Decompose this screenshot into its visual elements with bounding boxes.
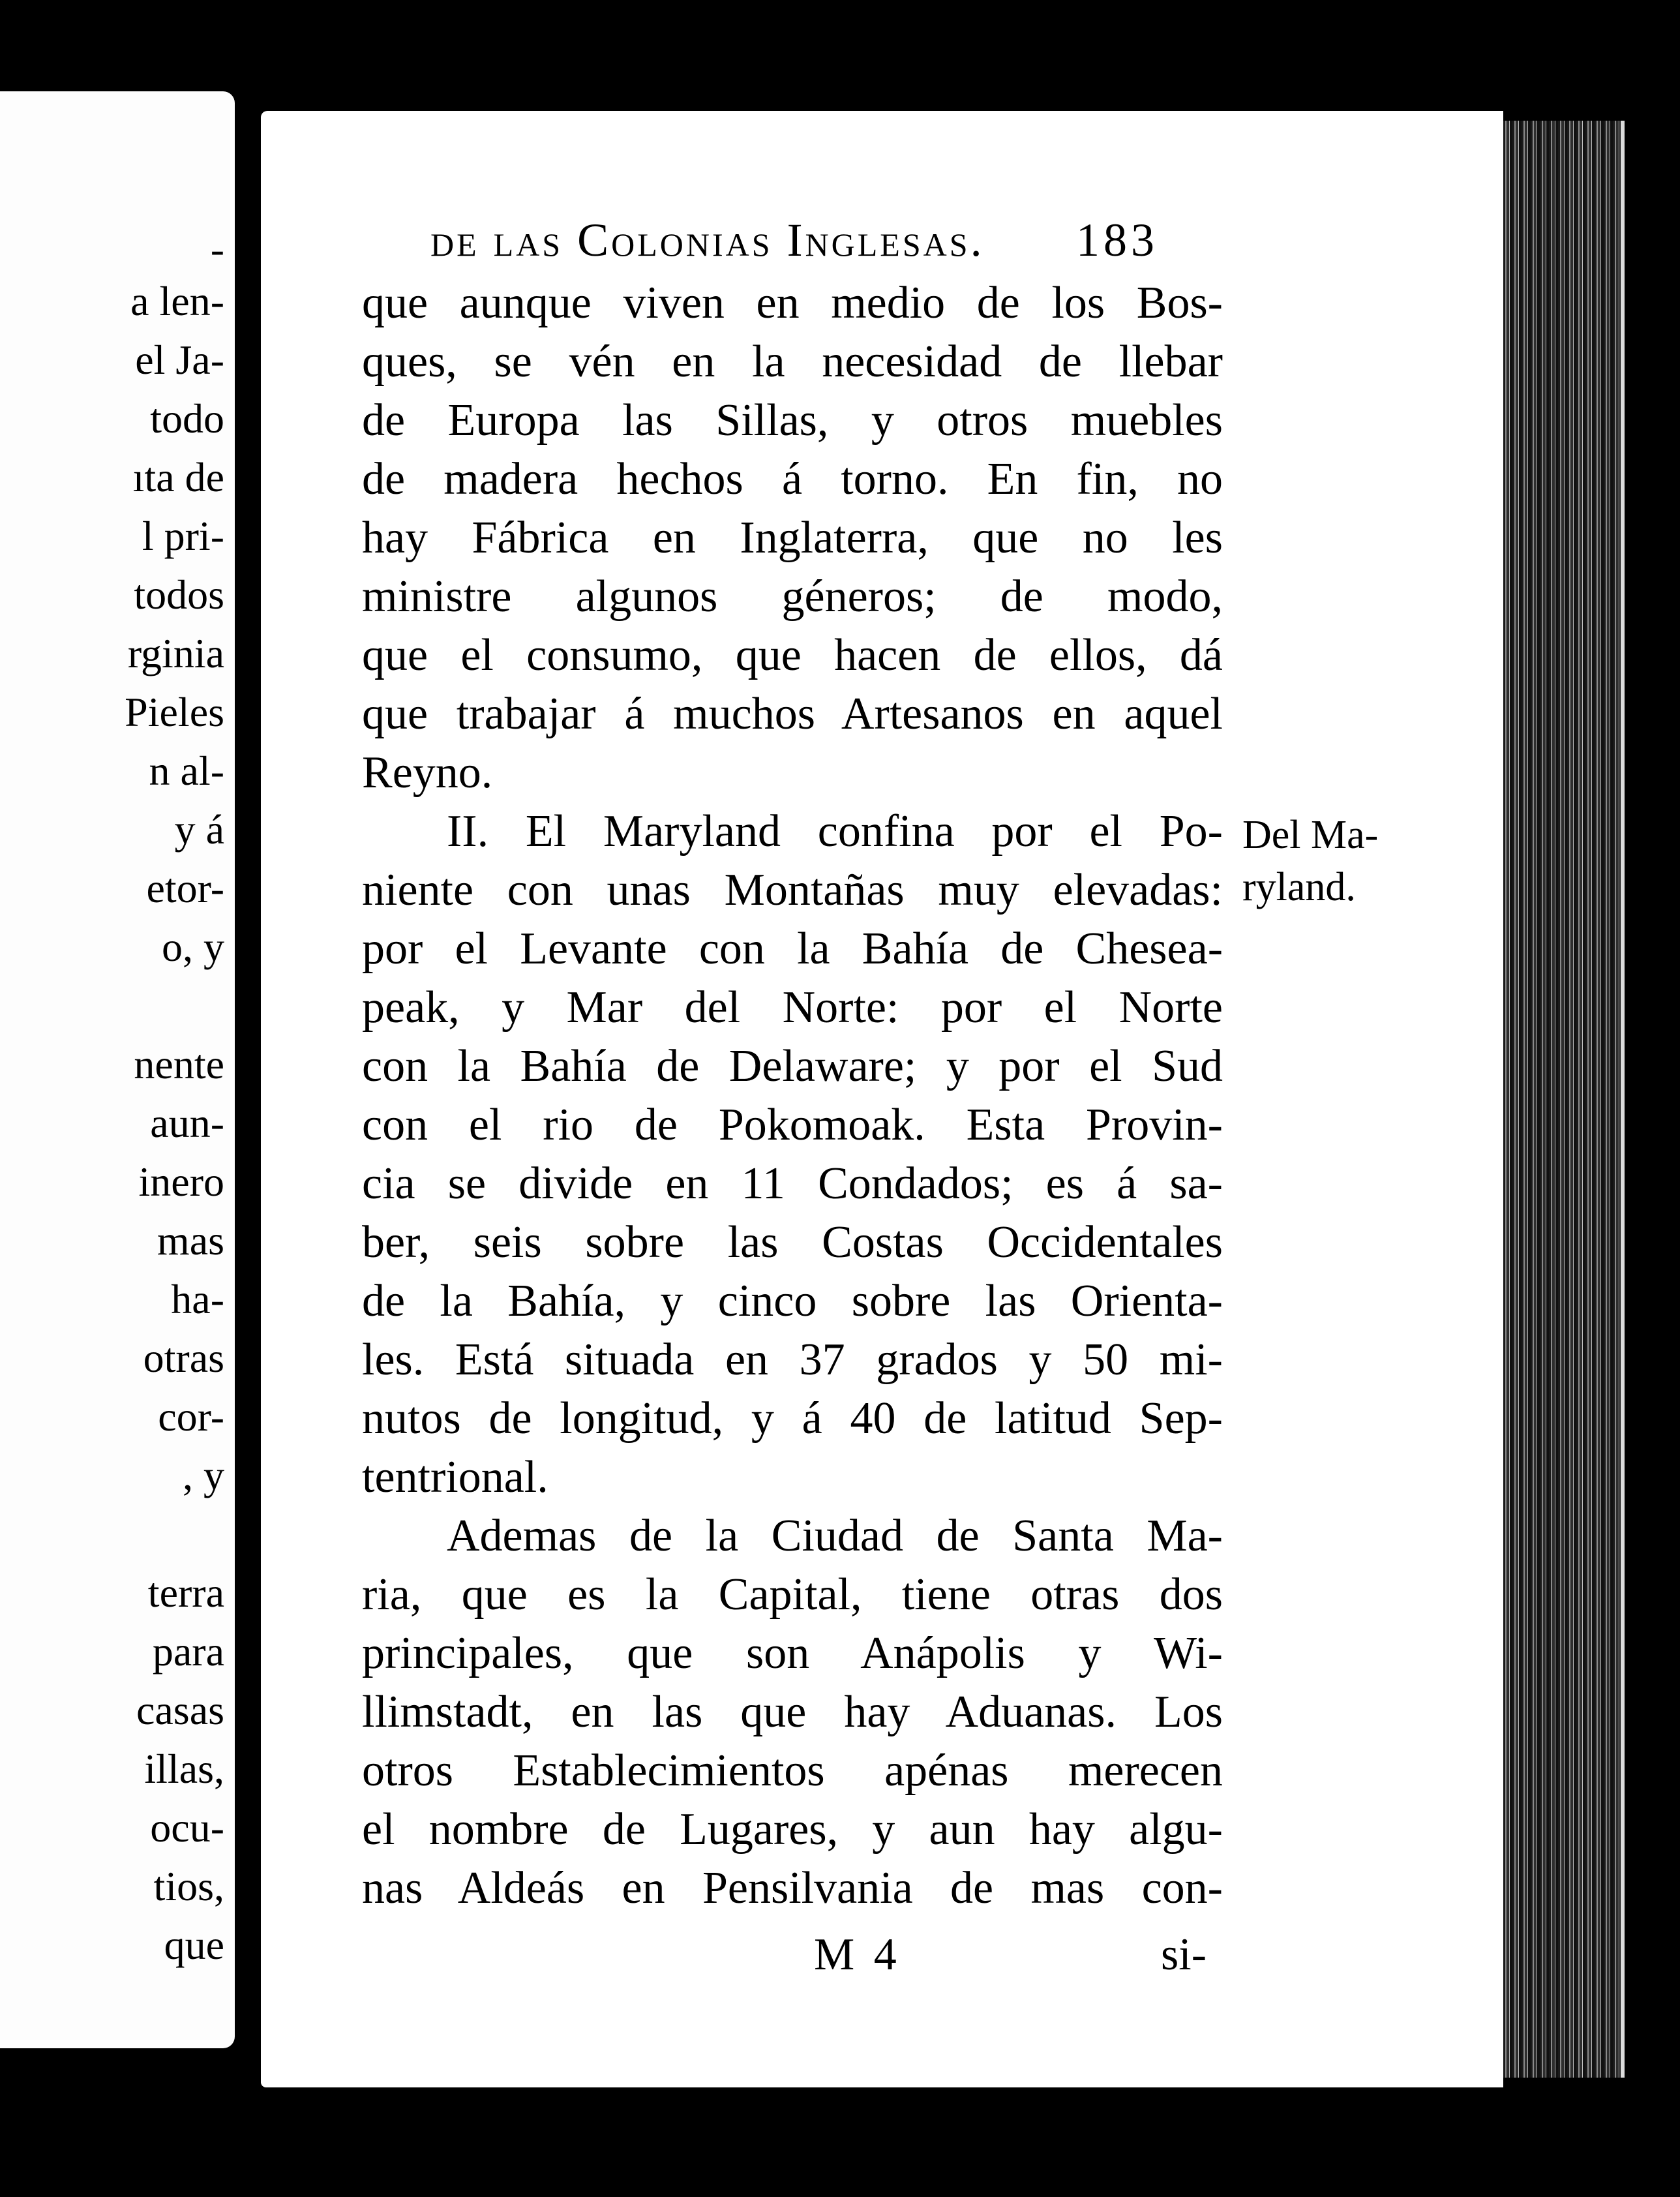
left-fragment: mas [157, 1217, 224, 1264]
text-line: de Europa las Sillas, y otros muebles [362, 395, 1223, 446]
text-line: otros Establecimientos apénas merecen [362, 1746, 1223, 1796]
left-page [0, 91, 235, 2048]
margin-note-line: ryland. [1242, 865, 1356, 909]
margin-note-line: Del Ma- [1242, 813, 1379, 857]
left-fragment: ha- [171, 1276, 224, 1322]
left-fragment: y á [174, 806, 224, 853]
left-fragment: , y [183, 1452, 224, 1498]
text-line: II. El Maryland confina por el Po- [447, 806, 1223, 856]
signature-mark: M 4 [814, 1930, 901, 1980]
left-fragment: todo [150, 395, 224, 442]
text-line: que aunque viven en medio de los Bos- [362, 278, 1223, 328]
left-fragment: ıta de [132, 454, 224, 500]
text-line: principales, que son Anápolis y Wi- [362, 1628, 1223, 1678]
text-line: Ademas de la Ciudad de Santa Ma- [447, 1511, 1223, 1561]
left-fragment: casas [136, 1687, 224, 1733]
text-line: de la Bahía, y cinco sobre las Orienta- [362, 1276, 1223, 1326]
text-line: de madera hechos á torno. En fin, no [362, 454, 1223, 504]
text-line: peak, y Mar del Norte: por el Norte [362, 982, 1223, 1033]
text-line: hay Fábrica en Inglaterra, que no les [362, 513, 1223, 563]
text-line: por el Levante con la Bahía de Chesea- [362, 924, 1223, 974]
text-line: les. Está situada en 37 grados y 50 mi- [362, 1335, 1223, 1385]
text-line: nas Aldeás en Pensilvania de mas con- [362, 1863, 1223, 1913]
left-fragment: que [164, 1922, 224, 1968]
left-fragment: para [152, 1628, 224, 1674]
page-edge-block [1503, 121, 1625, 2078]
text-line: ques, se vén en la necesidad de llebar [362, 337, 1223, 387]
left-fragment: tios, [153, 1863, 224, 1909]
margin-note [1242, 809, 1378, 913]
text-line: ministre algunos géneros; de modo, [362, 571, 1223, 622]
left-fragment: terra [147, 1569, 224, 1616]
left-fragment: o, y [162, 924, 224, 970]
text-line: con el rio de Pokomoak. Esta Provin- [362, 1100, 1223, 1150]
text-line: nutos de longitud, y á 40 de latitud Sep- [362, 1393, 1223, 1444]
left-fragment: n al- [149, 748, 224, 794]
left-fragment: el Ja- [135, 337, 224, 383]
left-fragment: etor- [146, 865, 224, 911]
left-fragment: inero [138, 1159, 224, 1205]
left-fragment: rginia [127, 630, 224, 676]
text-line: que trabajar á muchos Artesanos en aquel [362, 689, 1223, 739]
left-fragment: aun- [150, 1100, 224, 1146]
book-spine [241, 111, 261, 2029]
text-line: cia se divide en 11 Condados; es á sa- [362, 1159, 1223, 1209]
left-fragment: - [210, 226, 224, 272]
text-line: que el consumo, que hacen de ellos, dá [362, 630, 1223, 680]
running-head: de las Colonias Inglesas. [430, 214, 985, 266]
left-fragment: ocu- [150, 1804, 224, 1851]
left-fragment: a len- [130, 278, 224, 324]
left-fragment: todos [134, 571, 224, 618]
text-line: tentrional. [362, 1452, 548, 1502]
page-number: 183 [1076, 214, 1158, 266]
text-line: llimstadt, en las que hay Aduanas. Los [362, 1687, 1223, 1737]
text-line: el nombre de Lugares, y aun hay algu- [362, 1804, 1223, 1855]
body-text [362, 274, 1223, 1918]
left-fragment: otras [143, 1335, 224, 1381]
left-fragment: cor- [158, 1393, 224, 1440]
left-fragment: Pieles [125, 689, 224, 735]
text-line: con la Bahía de Delaware; y por el Sud [362, 1041, 1223, 1091]
left-fragment: l pri- [142, 513, 224, 559]
left-fragment: nente [134, 1041, 224, 1087]
left-fragment: illas, [144, 1746, 224, 1792]
catchword: si- [1161, 1930, 1207, 1980]
text-line: niente con unas Montañas muy elevadas: [362, 865, 1223, 915]
text-line: ria, que es la Capital, tiene otras dos [362, 1569, 1223, 1620]
text-line: ber, seis sobre las Costas Occidentales [362, 1217, 1223, 1267]
text-line: Reyno. [362, 748, 493, 798]
